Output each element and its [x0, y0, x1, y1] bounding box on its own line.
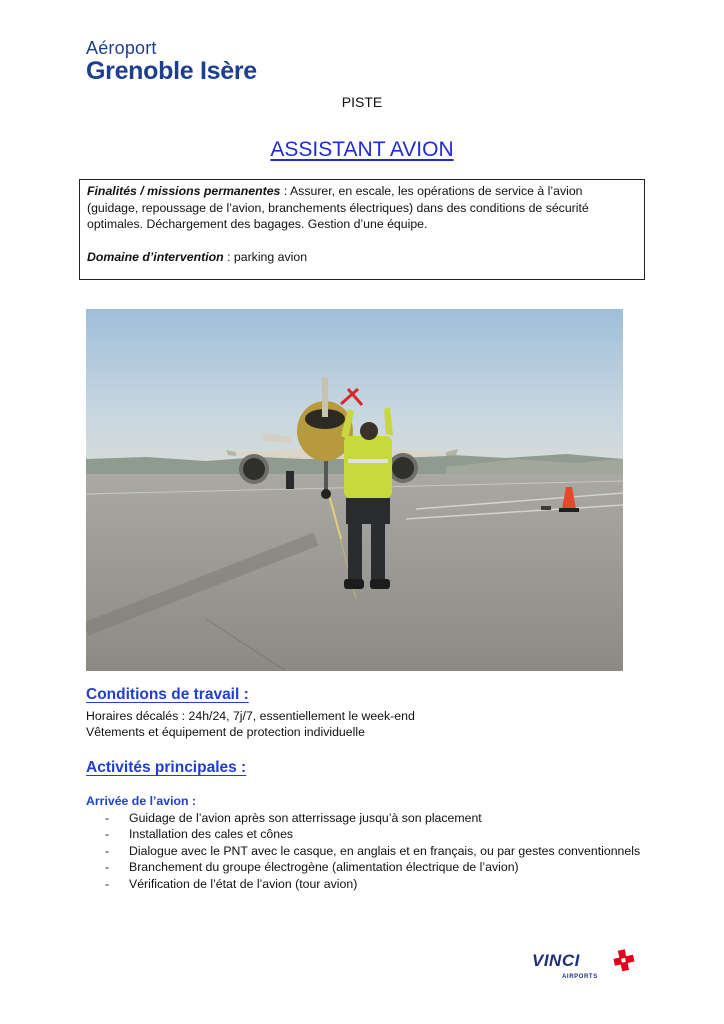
logo-line-1: Aéroport: [86, 38, 157, 58]
marshaller-aircraft-photo: [86, 309, 623, 671]
page-title: ASSISTANT AVION: [270, 138, 454, 161]
arrivee-subheading: Arrivée de l’avion :: [86, 794, 197, 808]
list-item-text: Branchement du groupe électrogène (alimentation électrique de l’avion): [129, 860, 519, 875]
list-item: [105, 810, 640, 826]
domaine-text: : parking avion: [223, 249, 308, 264]
list-item: [105, 843, 640, 859]
domaine-label: Domaine d’intervention: [87, 249, 224, 264]
vinci-sub-text: AIRPORTS: [562, 974, 598, 980]
list-item: [105, 859, 640, 875]
bullet-dash: -: [105, 811, 110, 825]
bullet-dash: -: [105, 860, 110, 875]
list-item: [105, 826, 640, 842]
bullet-dash: -: [105, 843, 110, 858]
conditions-list: [86, 708, 415, 740]
vinci-airports-logo: [532, 944, 636, 984]
vinci-brand-text: VINCI: [532, 951, 580, 970]
list-item-text: Installation des cales et cônes: [129, 827, 294, 842]
conditions-line: Vêtements et équipement de protection individuelle: [86, 725, 365, 739]
conditions-heading: Conditions de travail :: [86, 686, 249, 703]
arrivee-bullet-list: [105, 810, 640, 892]
domaine-paragraph: [87, 249, 637, 266]
mission-box: [79, 179, 645, 280]
list-item-text: Vérification de l’état de l’avion (tour avion): [129, 876, 358, 891]
list-item-text: Guidage de l’avion après son atterrissage jusqu’à son placement: [129, 811, 482, 825]
bullet-dash: -: [105, 827, 110, 842]
activites-heading: Activités principales :: [86, 759, 247, 776]
finalites-label: Finalités / missions permanentes: [87, 184, 281, 198]
list-item: [105, 876, 640, 892]
list-item-text: Dialogue avec le PNT avec le casque, en anglais et en français, ou par gestes conventionnels: [129, 843, 641, 858]
finalites-text: : Assurer, en escale, les opérations de service à l’avion (guidage, repoussage de l’avion, branchements électriques) dans des conditions de sécurité optimales. Déchargement des bagages. Gestion d’une équipe.: [87, 184, 589, 231]
section-label: PISTE: [341, 94, 383, 110]
airport-logo: [86, 38, 257, 84]
logo-line-2: Grenoble Isère: [86, 57, 257, 85]
finalites-paragraph: [87, 183, 637, 233]
bullet-dash: -: [105, 876, 110, 891]
conditions-line: Horaires décalés : 24h/24, 7j/7, essentiellement le week-end: [86, 709, 415, 723]
vinci-cross-icon: [612, 948, 636, 973]
